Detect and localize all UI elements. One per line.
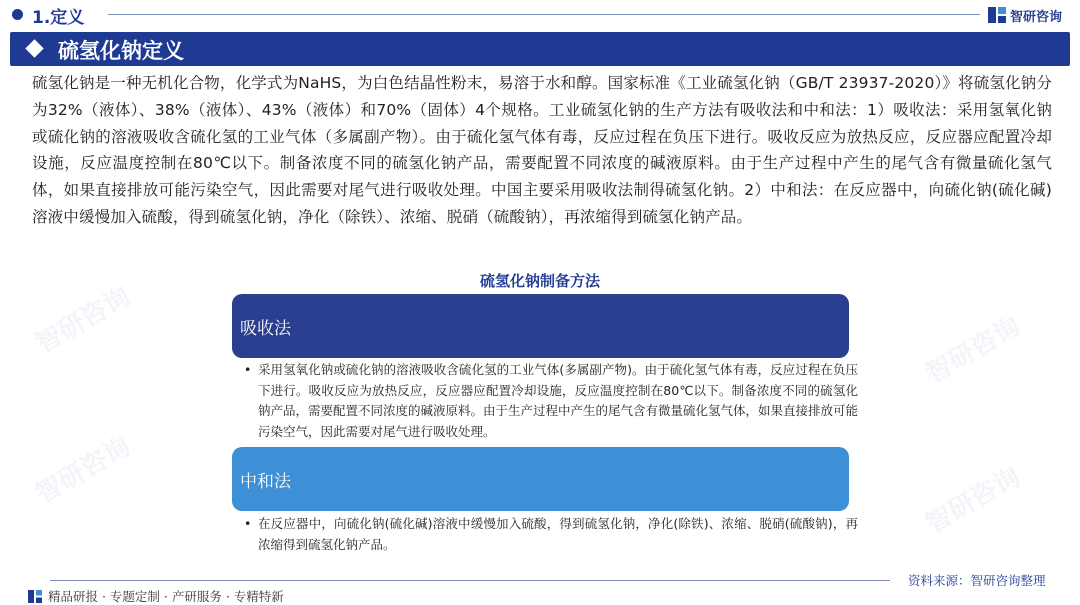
brand-logo-icon: [988, 7, 1006, 23]
page-title: 硫氢化钠定义: [58, 39, 184, 63]
method-desc-text: 采用氢氧化钠或硫化钠的溶液吸收含硫化氢的工业气体(多属副产物)。由于硫化氢气体有毒，反应过程在负压下进行。吸收反应为放热反应，反应器应配置冷却设施，反应温度控制在80℃以下。制备浓度不同的硫氢化钠产品，需要配置不同浓度的碱液原料。由于生产过程中产生的尾气含有微量硫化氢气体，如果直接排放可能污染空气，因此需要对尾气进行吸收处理。: [258, 362, 859, 439]
section-label: 1.定义: [32, 8, 85, 28]
method-desc-neutralization: [244, 514, 858, 555]
watermark: 智研咨询: [920, 461, 1026, 540]
diagram-title: 硫氢化钠制备方法: [479, 272, 600, 290]
intro-paragraph: 硫氢化钠是一种无机化合物，化学式为NaHS，为白色结晶性粉末，易溶于水和醇。国家标准《工业硫氢化钠（GB/T 23937-2020）》将硫氢化钠分为32%（液体）、38%（液体）、43%（液体）和70%（固体）4个规格。工业硫氢化钠的生产方法有吸收法和中和法：1）吸收法：采用氢氧化钠或硫化钠的溶液吸收含硫化氢的工业气体（多属副产物）。由于硫化氢气体有毒，反应过程在负压下进行。吸收反应为放热反应，反应器应配置冷却设施，反应温度控制在80℃以下。制备浓度不同的硫氢化钠产品，需要配置不同浓度的碱液原料。由于生产过程中产生的尾气含有微量硫化氢气体，如果直接排放可能污染空气，因此需要对尾气进行吸收处理。中国主要采用吸收法制得硫氢化钠。2）中和法：在反应器中，向硫化钠(硫化碱)溶液中缓慢加入硫酸，得到硫氢化钠，净化（除铁）、浓缩、脱硝（硫酸钠），再浓缩得到硫氢化钠产品。: [32, 74, 1052, 226]
method-desc-absorption: [244, 360, 858, 442]
method-desc-text: 在反应器中，向硫化钠(硫化碱)溶液中缓慢加入硫酸，得到硫氢化钠，净化(除铁)、浓缩、脱硝(硫酸钠)，再浓缩得到硫氢化钠产品。: [258, 516, 858, 552]
source-note: 资料来源：智研咨询整理: [908, 573, 1046, 588]
header-divider: [108, 14, 980, 15]
diamond-icon: [25, 39, 43, 57]
bullet-icon: •: [244, 362, 252, 377]
title-bar: [10, 32, 1070, 66]
footer-logo-icon: [28, 590, 42, 603]
top-header: [0, 0, 1080, 30]
method-name: 中和法: [240, 472, 291, 492]
footer-tags: [28, 587, 284, 605]
section-dot-icon: [12, 9, 23, 20]
brand: [988, 4, 1062, 26]
brand-name: 智研咨询: [1010, 9, 1063, 25]
method-name: 吸收法: [240, 319, 291, 339]
footer-tags-text: 精品研报 · 专题定制 · 产研服务 · 专精特新: [48, 589, 284, 604]
watermark: 智研咨询: [30, 431, 136, 510]
watermark: 智研咨询: [920, 311, 1026, 390]
footer-divider: [50, 580, 890, 581]
bullet-icon: •: [244, 516, 252, 531]
watermark: 智研咨询: [30, 281, 136, 360]
method-box-neutralization: [232, 447, 849, 511]
method-box-absorption: [232, 294, 849, 358]
